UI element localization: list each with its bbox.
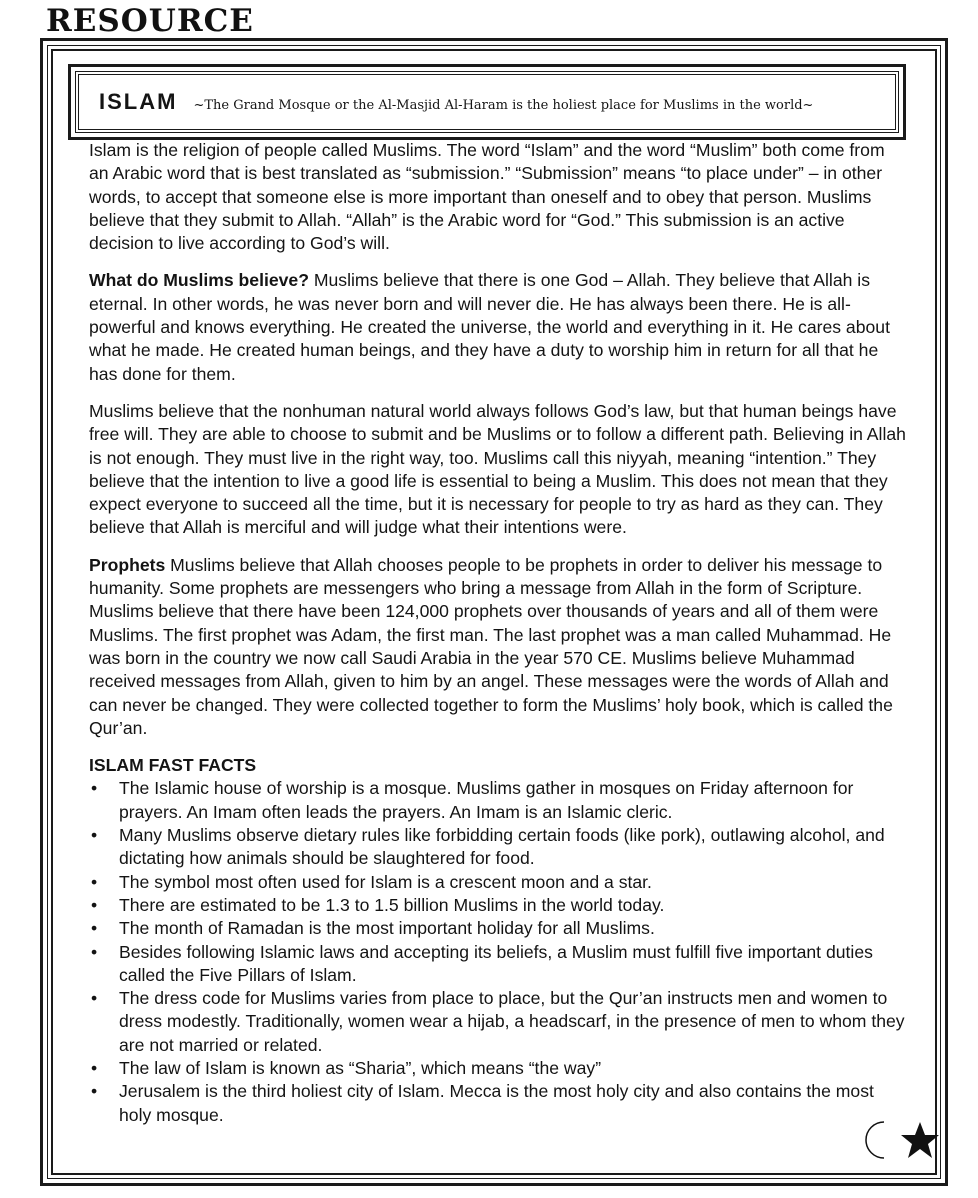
list-item: • Besides following Islamic laws and accepting its beliefs, a Muslim must fulfill five important duties called the Five Pillars of Islam. bbox=[89, 941, 907, 988]
paragraph-prophets bbox=[89, 554, 907, 740]
paragraph-text: Muslims believe that there is one God – Allah. They believe that Allah is eternal. In other words, he was never born and will never die. He has always been there. He is all-powerful and knows everything. He created the universe, the world and everything in it. He cares about what he made. He created human beings, and they have a duty to worship him in return for all that he has done for them. bbox=[89, 270, 890, 384]
page-title: ISLAM bbox=[99, 89, 178, 114]
fast-facts-list bbox=[89, 777, 907, 1126]
crescent-star-icon bbox=[862, 1114, 944, 1166]
title-box bbox=[68, 64, 906, 140]
paragraph-heading: Prophets bbox=[89, 554, 166, 575]
fast-facts-heading: ISLAM FAST FACTS bbox=[89, 755, 257, 776]
list-item: • The month of Ramadan is the most important holiday for all Muslims. bbox=[89, 917, 907, 940]
list-item: • The Islamic house of worship is a mosque. Muslims gather in mosques on Friday afternoon for prayers. An Imam often leads the prayers. An Imam is an Islamic cleric. bbox=[89, 777, 907, 824]
list-item: • The dress code for Muslims varies from place to place, but the Qur’an instructs men and women to dress modestly. Traditionally, women wear a hijab, a headscarf, in the presence of men to whom they are not married or related. bbox=[89, 987, 907, 1057]
resource-header: RESOURCE bbox=[46, 3, 254, 39]
article-body bbox=[89, 139, 907, 1127]
paragraph-intro bbox=[89, 139, 907, 255]
list-item: • Jerusalem is the third holiest city of Islam. Mecca is the most holy city and also contains the most holy mosque. bbox=[89, 1080, 907, 1127]
paragraph-text: Muslims believe that the nonhuman natural world always follows God’s law, but that human beings have free will. They are able to choose to submit and be Muslims or to follow a different path. Believing in Allah is not enough. They must live in the right way, too. Muslims call this niyyah, meaning “intention.” They believe that the intention to live a good life is essential to being a Muslim. This does not mean that they expect everyone to succeed all the time, but it is necessary for people to try as hard as they can. They believe that Allah is merciful and will judge what their intentions were. bbox=[89, 400, 906, 538]
paragraph-free-will bbox=[89, 400, 907, 540]
paragraph-heading: What do Muslims believe? bbox=[89, 270, 309, 291]
list-item: • Many Muslims observe dietary rules like forbidding certain foods (like pork), outlawing alcohol, and dictating how animals should be slaughtered for food. bbox=[89, 824, 907, 871]
title-row bbox=[99, 89, 813, 115]
list-item: • The law of Islam is known as “Sharia”, which means “the way” bbox=[89, 1057, 907, 1080]
paragraph-text: Muslims believe that Allah chooses people to be prophets in order to deliver his message to humanity. Some prophets are messengers who bring a message from Allah in the form of Scripture. Muslims believe that there have been 124,000 prophets over thousands of years and all of them were Muslims. The first prophet was Adam, the first man. The last prophet was a man called Muhammad. He was born in the country we now call Saudi Arabia in the year 570 CE. Muslims believe Muhammad received messages from Allah, given to him by an angel. These messages were the words of Allah and can never be changed. They were collected together to form the Muslims’ holy book, which is called the Qur’an. bbox=[89, 554, 893, 738]
page-subtitle: ~The Grand Mosque or the Al-Masjid Al-Haram is the holiest place for Muslims in the world~ bbox=[193, 98, 814, 113]
paragraph-beliefs bbox=[89, 269, 907, 385]
list-item: • The symbol most often used for Islam is a crescent moon and a star. bbox=[89, 871, 907, 894]
paragraph-text: Islam is the religion of people called Muslims. The word “Islam” and the word “Muslim” both come from an Arabic word that is best translated as “submission.” “Submission” means “to place under” – in other words, to accept that someone else is more important than oneself and to obey that person. Muslims believe that they submit to Allah. “Allah” is the Arabic word for “God.” This submission is an active decision to live according to God’s will. bbox=[89, 140, 885, 254]
list-item: • There are estimated to be 1.3 to 1.5 billion Muslims in the world today. bbox=[89, 894, 907, 917]
